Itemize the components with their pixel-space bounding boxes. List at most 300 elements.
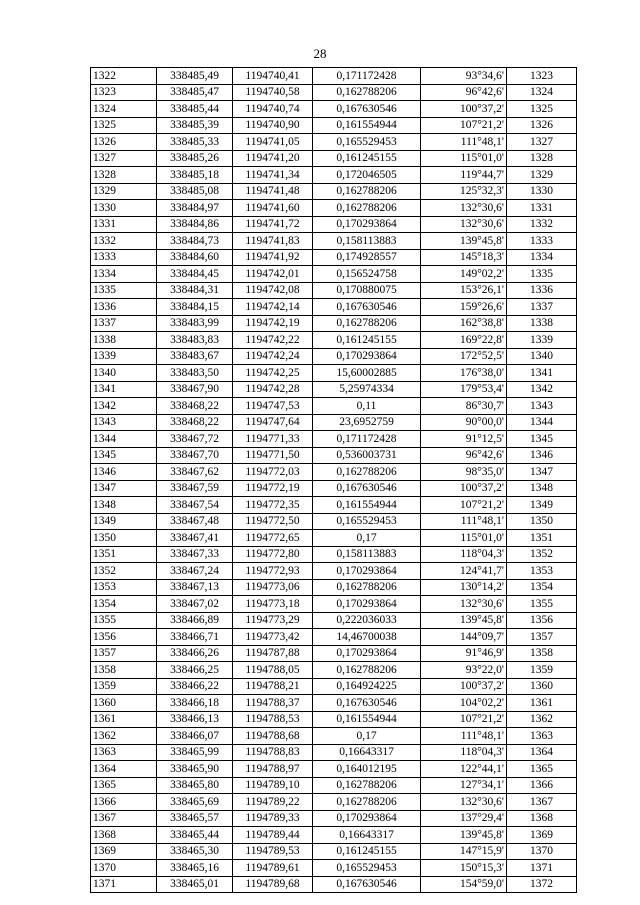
table-row xyxy=(91,497,577,514)
point-number-cell: 1328 xyxy=(91,167,157,184)
table-row xyxy=(91,794,577,811)
table-row xyxy=(91,662,577,679)
next-point-number-cell: 1367 xyxy=(507,794,577,811)
table-row xyxy=(91,431,577,448)
bearing-cell: 96°42,6' xyxy=(421,84,507,101)
next-point-number-cell: 1342 xyxy=(507,381,577,398)
distance-cell: 0,162788206 xyxy=(313,200,421,217)
bearing-cell: 90°00,0' xyxy=(421,414,507,431)
next-point-number-cell: 1357 xyxy=(507,629,577,646)
point-number-cell: 1353 xyxy=(91,579,157,596)
x-coordinate-cell: 338466,18 xyxy=(157,695,233,712)
table-row xyxy=(91,563,577,580)
point-number-cell: 1326 xyxy=(91,134,157,151)
distance-cell: 0,167630546 xyxy=(313,299,421,316)
bearing-cell: 147°15,9' xyxy=(421,843,507,860)
y-coordinate-cell: 1194772,19 xyxy=(233,480,313,497)
next-point-number-cell: 1333 xyxy=(507,233,577,250)
next-point-number-cell: 1337 xyxy=(507,299,577,316)
y-coordinate-cell: 1194742,14 xyxy=(233,299,313,316)
y-coordinate-cell: 1194742,28 xyxy=(233,381,313,398)
table-row xyxy=(91,414,577,431)
point-number-cell: 1367 xyxy=(91,810,157,827)
bearing-cell: 162°38,8' xyxy=(421,315,507,332)
y-coordinate-cell: 1194773,29 xyxy=(233,612,313,629)
next-point-number-cell: 1323 xyxy=(507,68,577,85)
bearing-cell: 122°44,1' xyxy=(421,761,507,778)
point-number-cell: 1331 xyxy=(91,216,157,233)
y-coordinate-cell: 1194789,44 xyxy=(233,827,313,844)
y-coordinate-cell: 1194742,08 xyxy=(233,282,313,299)
distance-cell: 0,16643317 xyxy=(313,744,421,761)
distance-cell: 0,171172428 xyxy=(313,431,421,448)
next-point-number-cell: 1372 xyxy=(507,876,577,893)
bearing-cell: 86°30,7' xyxy=(421,398,507,415)
y-coordinate-cell: 1194773,42 xyxy=(233,629,313,646)
x-coordinate-cell: 338466,25 xyxy=(157,662,233,679)
y-coordinate-cell: 1194772,50 xyxy=(233,513,313,530)
y-coordinate-cell: 1194741,48 xyxy=(233,183,313,200)
distance-cell: 0,165529453 xyxy=(313,134,421,151)
bearing-cell: 100°37,2' xyxy=(421,480,507,497)
distance-cell: 0,17 xyxy=(313,728,421,745)
distance-cell: 0,161245155 xyxy=(313,332,421,349)
table-row xyxy=(91,282,577,299)
point-number-cell: 1355 xyxy=(91,612,157,629)
bearing-cell: 96°42,6' xyxy=(421,447,507,464)
x-coordinate-cell: 338484,15 xyxy=(157,299,233,316)
point-number-cell: 1370 xyxy=(91,860,157,877)
table-row xyxy=(91,728,577,745)
next-point-number-cell: 1358 xyxy=(507,645,577,662)
bearing-cell: 144°09,7' xyxy=(421,629,507,646)
point-number-cell: 1349 xyxy=(91,513,157,530)
x-coordinate-cell: 338465,90 xyxy=(157,761,233,778)
table-row xyxy=(91,678,577,695)
y-coordinate-cell: 1194788,21 xyxy=(233,678,313,695)
next-point-number-cell: 1341 xyxy=(507,365,577,382)
y-coordinate-cell: 1194773,06 xyxy=(233,579,313,596)
y-coordinate-cell: 1194789,33 xyxy=(233,810,313,827)
table-row xyxy=(91,117,577,134)
x-coordinate-cell: 338484,31 xyxy=(157,282,233,299)
point-number-cell: 1369 xyxy=(91,843,157,860)
distance-cell: 0,536003731 xyxy=(313,447,421,464)
x-coordinate-cell: 338468,22 xyxy=(157,398,233,415)
x-coordinate-cell: 338485,44 xyxy=(157,101,233,118)
bearing-cell: 139°45,8' xyxy=(421,827,507,844)
next-point-number-cell: 1335 xyxy=(507,266,577,283)
bearing-cell: 132°30,6' xyxy=(421,596,507,613)
bearing-cell: 107°21,2' xyxy=(421,711,507,728)
distance-cell: 5,25974334 xyxy=(313,381,421,398)
table-row xyxy=(91,167,577,184)
distance-cell: 0,174928557 xyxy=(313,249,421,266)
distance-cell: 0,161245155 xyxy=(313,150,421,167)
bearing-cell: 119°44,7' xyxy=(421,167,507,184)
table-row xyxy=(91,150,577,167)
bearing-cell: 98°35,0' xyxy=(421,464,507,481)
next-point-number-cell: 1332 xyxy=(507,216,577,233)
y-coordinate-cell: 1194747,53 xyxy=(233,398,313,415)
bearing-cell: 118°04,3' xyxy=(421,744,507,761)
bearing-cell: 169°22,8' xyxy=(421,332,507,349)
bearing-cell: 111°48,1' xyxy=(421,728,507,745)
table-row xyxy=(91,299,577,316)
y-coordinate-cell: 1194740,41 xyxy=(233,68,313,85)
table-row xyxy=(91,266,577,283)
table-row xyxy=(91,513,577,530)
point-number-cell: 1336 xyxy=(91,299,157,316)
x-coordinate-cell: 338465,30 xyxy=(157,843,233,860)
table-row xyxy=(91,233,577,250)
bearing-cell: 100°37,2' xyxy=(421,678,507,695)
y-coordinate-cell: 1194773,18 xyxy=(233,596,313,613)
x-coordinate-cell: 338465,99 xyxy=(157,744,233,761)
bearing-cell: 111°48,1' xyxy=(421,134,507,151)
next-point-number-cell: 1349 xyxy=(507,497,577,514)
table-row xyxy=(91,183,577,200)
x-coordinate-cell: 338485,08 xyxy=(157,183,233,200)
y-coordinate-cell: 1194772,93 xyxy=(233,563,313,580)
x-coordinate-cell: 338483,99 xyxy=(157,315,233,332)
table-row xyxy=(91,579,577,596)
distance-cell: 0,170293864 xyxy=(313,348,421,365)
point-number-cell: 1345 xyxy=(91,447,157,464)
next-point-number-cell: 1353 xyxy=(507,563,577,580)
x-coordinate-cell: 338466,89 xyxy=(157,612,233,629)
next-point-number-cell: 1355 xyxy=(507,596,577,613)
bearing-cell: 111°48,1' xyxy=(421,513,507,530)
point-number-cell: 1361 xyxy=(91,711,157,728)
distance-cell: 0,167630546 xyxy=(313,480,421,497)
distance-cell: 0,161245155 xyxy=(313,843,421,860)
distance-cell: 0,164924225 xyxy=(313,678,421,695)
y-coordinate-cell: 1194772,03 xyxy=(233,464,313,481)
bearing-cell: 104°02,2' xyxy=(421,695,507,712)
next-point-number-cell: 1354 xyxy=(507,579,577,596)
bearing-cell: 132°30,6' xyxy=(421,216,507,233)
x-coordinate-cell: 338484,60 xyxy=(157,249,233,266)
distance-cell: 0,158113883 xyxy=(313,233,421,250)
point-number-cell: 1359 xyxy=(91,678,157,695)
x-coordinate-cell: 338483,83 xyxy=(157,332,233,349)
y-coordinate-cell: 1194741,05 xyxy=(233,134,313,151)
bearing-cell: 107°21,2' xyxy=(421,497,507,514)
point-number-cell: 1339 xyxy=(91,348,157,365)
distance-cell: 0,162788206 xyxy=(313,794,421,811)
y-coordinate-cell: 1194772,35 xyxy=(233,497,313,514)
x-coordinate-cell: 338483,50 xyxy=(157,365,233,382)
distance-cell: 23,6952759 xyxy=(313,414,421,431)
next-point-number-cell: 1352 xyxy=(507,546,577,563)
x-coordinate-cell: 338465,01 xyxy=(157,876,233,893)
distance-cell: 15,60002885 xyxy=(313,365,421,382)
bearing-cell: 150°15,3' xyxy=(421,860,507,877)
distance-cell: 0,171172428 xyxy=(313,68,421,85)
bearing-cell: 179°53,4' xyxy=(421,381,507,398)
bearing-cell: 176°38,0' xyxy=(421,365,507,382)
x-coordinate-cell: 338467,02 xyxy=(157,596,233,613)
bearing-cell: 153°26,1' xyxy=(421,282,507,299)
y-coordinate-cell: 1194741,34 xyxy=(233,167,313,184)
x-coordinate-cell: 338467,13 xyxy=(157,579,233,596)
distance-cell: 0,167630546 xyxy=(313,695,421,712)
y-coordinate-cell: 1194772,65 xyxy=(233,530,313,547)
table-row xyxy=(91,447,577,464)
point-number-cell: 1338 xyxy=(91,332,157,349)
distance-cell: 0,162788206 xyxy=(313,464,421,481)
point-number-cell: 1351 xyxy=(91,546,157,563)
x-coordinate-cell: 338468,22 xyxy=(157,414,233,431)
table-row xyxy=(91,134,577,151)
y-coordinate-cell: 1194789,22 xyxy=(233,794,313,811)
y-coordinate-cell: 1194788,37 xyxy=(233,695,313,712)
bearing-cell: 145°18,3' xyxy=(421,249,507,266)
coordinates-table xyxy=(90,67,577,893)
distance-cell: 0,170293864 xyxy=(313,216,421,233)
x-coordinate-cell: 338485,47 xyxy=(157,84,233,101)
distance-cell: 0,165529453 xyxy=(313,513,421,530)
next-point-number-cell: 1356 xyxy=(507,612,577,629)
x-coordinate-cell: 338485,39 xyxy=(157,117,233,134)
next-point-number-cell: 1345 xyxy=(507,431,577,448)
point-number-cell: 1322 xyxy=(91,68,157,85)
table-row xyxy=(91,860,577,877)
y-coordinate-cell: 1194742,24 xyxy=(233,348,313,365)
page-number: 28 xyxy=(313,46,327,61)
bearing-cell: 132°30,6' xyxy=(421,794,507,811)
point-number-cell: 1350 xyxy=(91,530,157,547)
table-row xyxy=(91,84,577,101)
point-number-cell: 1337 xyxy=(91,315,157,332)
x-coordinate-cell: 338484,73 xyxy=(157,233,233,250)
x-coordinate-cell: 338484,45 xyxy=(157,266,233,283)
bearing-cell: 127°34,1' xyxy=(421,777,507,794)
distance-cell: 0,162788206 xyxy=(313,579,421,596)
distance-cell: 0,17 xyxy=(313,530,421,547)
y-coordinate-cell: 1194747,64 xyxy=(233,414,313,431)
y-coordinate-cell: 1194740,90 xyxy=(233,117,313,134)
next-point-number-cell: 1331 xyxy=(507,200,577,217)
y-coordinate-cell: 1194789,53 xyxy=(233,843,313,860)
table-row xyxy=(91,381,577,398)
x-coordinate-cell: 338467,54 xyxy=(157,497,233,514)
next-point-number-cell: 1340 xyxy=(507,348,577,365)
table-row xyxy=(91,101,577,118)
point-number-cell: 1346 xyxy=(91,464,157,481)
bearing-cell: 118°04,3' xyxy=(421,546,507,563)
point-number-cell: 1341 xyxy=(91,381,157,398)
distance-cell: 0,164012195 xyxy=(313,761,421,778)
table-row xyxy=(91,761,577,778)
point-number-cell: 1368 xyxy=(91,827,157,844)
point-number-cell: 1323 xyxy=(91,84,157,101)
next-point-number-cell: 1369 xyxy=(507,827,577,844)
x-coordinate-cell: 338465,80 xyxy=(157,777,233,794)
y-coordinate-cell: 1194789,10 xyxy=(233,777,313,794)
next-point-number-cell: 1324 xyxy=(507,84,577,101)
x-coordinate-cell: 338467,70 xyxy=(157,447,233,464)
point-number-cell: 1348 xyxy=(91,497,157,514)
table-row xyxy=(91,332,577,349)
point-number-cell: 1356 xyxy=(91,629,157,646)
next-point-number-cell: 1361 xyxy=(507,695,577,712)
y-coordinate-cell: 1194771,33 xyxy=(233,431,313,448)
bearing-cell: 137°29,4' xyxy=(421,810,507,827)
x-coordinate-cell: 338485,49 xyxy=(157,68,233,85)
y-coordinate-cell: 1194772,80 xyxy=(233,546,313,563)
table-row xyxy=(91,612,577,629)
y-coordinate-cell: 1194788,97 xyxy=(233,761,313,778)
x-coordinate-cell: 338484,86 xyxy=(157,216,233,233)
y-coordinate-cell: 1194740,58 xyxy=(233,84,313,101)
bearing-cell: 159°26,6' xyxy=(421,299,507,316)
point-number-cell: 1334 xyxy=(91,266,157,283)
y-coordinate-cell: 1194741,83 xyxy=(233,233,313,250)
y-coordinate-cell: 1194741,92 xyxy=(233,249,313,266)
x-coordinate-cell: 338467,62 xyxy=(157,464,233,481)
next-point-number-cell: 1350 xyxy=(507,513,577,530)
next-point-number-cell: 1371 xyxy=(507,860,577,877)
x-coordinate-cell: 338467,90 xyxy=(157,381,233,398)
y-coordinate-cell: 1194771,50 xyxy=(233,447,313,464)
distance-cell: 0,162788206 xyxy=(313,662,421,679)
bearing-cell: 93°34,6' xyxy=(421,68,507,85)
table-row xyxy=(91,546,577,563)
next-point-number-cell: 1329 xyxy=(507,167,577,184)
point-number-cell: 1364 xyxy=(91,761,157,778)
x-coordinate-cell: 338467,59 xyxy=(157,480,233,497)
point-number-cell: 1333 xyxy=(91,249,157,266)
x-coordinate-cell: 338467,72 xyxy=(157,431,233,448)
next-point-number-cell: 1359 xyxy=(507,662,577,679)
table-row xyxy=(91,695,577,712)
table-row xyxy=(91,365,577,382)
point-number-cell: 1324 xyxy=(91,101,157,118)
distance-cell: 0,165529453 xyxy=(313,860,421,877)
table-row xyxy=(91,810,577,827)
table-row xyxy=(91,777,577,794)
bearing-cell: 115°01,0' xyxy=(421,530,507,547)
x-coordinate-cell: 338485,33 xyxy=(157,134,233,151)
bearing-cell: 115°01,0' xyxy=(421,150,507,167)
x-coordinate-cell: 338483,67 xyxy=(157,348,233,365)
point-number-cell: 1363 xyxy=(91,744,157,761)
next-point-number-cell: 1346 xyxy=(507,447,577,464)
next-point-number-cell: 1325 xyxy=(507,101,577,118)
x-coordinate-cell: 338465,44 xyxy=(157,827,233,844)
table-row xyxy=(91,200,577,217)
next-point-number-cell: 1364 xyxy=(507,744,577,761)
table-row xyxy=(91,843,577,860)
point-number-cell: 1362 xyxy=(91,728,157,745)
next-point-number-cell: 1351 xyxy=(507,530,577,547)
point-number-cell: 1360 xyxy=(91,695,157,712)
point-number-cell: 1352 xyxy=(91,563,157,580)
bearing-cell: 125°32,3' xyxy=(421,183,507,200)
bearing-cell: 93°22,0' xyxy=(421,662,507,679)
y-coordinate-cell: 1194789,61 xyxy=(233,860,313,877)
point-number-cell: 1335 xyxy=(91,282,157,299)
table-row xyxy=(91,645,577,662)
next-point-number-cell: 1366 xyxy=(507,777,577,794)
x-coordinate-cell: 338466,26 xyxy=(157,645,233,662)
bearing-cell: 130°14,2' xyxy=(421,579,507,596)
point-number-cell: 1340 xyxy=(91,365,157,382)
distance-cell: 0,156524758 xyxy=(313,266,421,283)
next-point-number-cell: 1368 xyxy=(507,810,577,827)
bearing-cell: 172°52,5' xyxy=(421,348,507,365)
x-coordinate-cell: 338467,48 xyxy=(157,513,233,530)
point-number-cell: 1354 xyxy=(91,596,157,613)
distance-cell: 0,170293864 xyxy=(313,596,421,613)
y-coordinate-cell: 1194742,25 xyxy=(233,365,313,382)
distance-cell: 0,167630546 xyxy=(313,876,421,893)
y-coordinate-cell: 1194788,05 xyxy=(233,662,313,679)
point-number-cell: 1365 xyxy=(91,777,157,794)
next-point-number-cell: 1360 xyxy=(507,678,577,695)
y-coordinate-cell: 1194788,68 xyxy=(233,728,313,745)
bearing-cell: 100°37,2' xyxy=(421,101,507,118)
x-coordinate-cell: 338485,26 xyxy=(157,150,233,167)
y-coordinate-cell: 1194740,74 xyxy=(233,101,313,118)
point-number-cell: 1327 xyxy=(91,150,157,167)
y-coordinate-cell: 1194741,60 xyxy=(233,200,313,217)
y-coordinate-cell: 1194787,88 xyxy=(233,645,313,662)
table-body xyxy=(91,68,577,893)
distance-cell: 0,170293864 xyxy=(313,645,421,662)
point-number-cell: 1342 xyxy=(91,398,157,415)
x-coordinate-cell: 338465,57 xyxy=(157,810,233,827)
next-point-number-cell: 1362 xyxy=(507,711,577,728)
next-point-number-cell: 1334 xyxy=(507,249,577,266)
x-coordinate-cell: 338485,18 xyxy=(157,167,233,184)
point-number-cell: 1344 xyxy=(91,431,157,448)
table-row xyxy=(91,629,577,646)
bearing-cell: 139°45,8' xyxy=(421,233,507,250)
distance-cell: 0,167630546 xyxy=(313,101,421,118)
distance-cell: 0,162788206 xyxy=(313,183,421,200)
x-coordinate-cell: 338466,22 xyxy=(157,678,233,695)
next-point-number-cell: 1339 xyxy=(507,332,577,349)
table-row xyxy=(91,876,577,893)
y-coordinate-cell: 1194742,01 xyxy=(233,266,313,283)
table-row xyxy=(91,744,577,761)
distance-cell: 0,161554944 xyxy=(313,711,421,728)
y-coordinate-cell: 1194741,20 xyxy=(233,150,313,167)
y-coordinate-cell: 1194788,83 xyxy=(233,744,313,761)
table-row xyxy=(91,348,577,365)
bearing-cell: 124°41,7' xyxy=(421,563,507,580)
table-row xyxy=(91,596,577,613)
y-coordinate-cell: 1194788,53 xyxy=(233,711,313,728)
next-point-number-cell: 1370 xyxy=(507,843,577,860)
y-coordinate-cell: 1194742,22 xyxy=(233,332,313,349)
next-point-number-cell: 1328 xyxy=(507,150,577,167)
next-point-number-cell: 1336 xyxy=(507,282,577,299)
distance-cell: 0,11 xyxy=(313,398,421,415)
bearing-cell: 149°02,2' xyxy=(421,266,507,283)
bearing-cell: 91°12,5' xyxy=(421,431,507,448)
next-point-number-cell: 1338 xyxy=(507,315,577,332)
distance-cell: 0,170880075 xyxy=(313,282,421,299)
table-row xyxy=(91,315,577,332)
table-row xyxy=(91,398,577,415)
bearing-cell: 91°46,9' xyxy=(421,645,507,662)
point-number-cell: 1329 xyxy=(91,183,157,200)
distance-cell: 0,162788206 xyxy=(313,315,421,332)
